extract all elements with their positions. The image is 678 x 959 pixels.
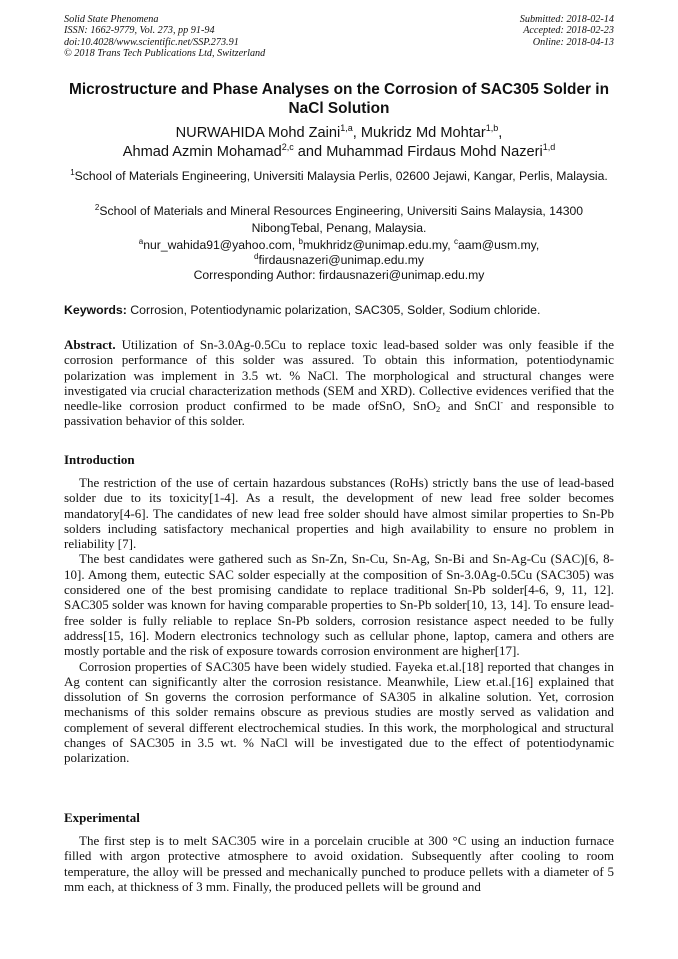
submitted-date: Submitted: 2018-02-14	[519, 14, 614, 25]
corresponding-author: Corresponding Author: firdausnazeri@unimap.edu.my	[193, 268, 485, 282]
journal-info	[64, 14, 265, 60]
keywords-label: Keywords:	[64, 303, 127, 317]
affiliation-sup: 2	[94, 203, 100, 212]
email-line-2	[60, 253, 618, 268]
affiliation-2	[60, 203, 618, 236]
author-affil-sup: 1,b	[485, 123, 499, 133]
abstract-text: and responsible to passivation behavior of this solder.	[64, 398, 615, 429]
author-separator: and	[293, 144, 327, 160]
abstract	[64, 337, 614, 429]
author-line-2	[60, 143, 618, 162]
abstract-subscript: 2	[435, 404, 441, 415]
paragraph: The best candidates were gathered such as Sn-Zn, Sn-Cu, Sn-Ag, Sn-Bi and Sn-Ag-Cu (SAC)[6, 8-10]. Among them, eutectic SAC solder especially at the composition of Sn-3.0Ag-0.5Cu (SAC305) was considered one of the best promising candidate to replace traditional Sn-Pb solder[4-6, 9, 11, 12]. SAC305 solder was known for having comparable properties to Sn-Pb solder[10, 13, 14]. To ensure lead-free solder is fully reliable to replace Sn-Pb solders, corrosion resistance aspect needed to be fully address[15, 16]. Modern electronics technology such as cellular phone, laptop, camera and others are mostly portable and the risk of exposure towards corrosion environment are higher[17].	[64, 551, 614, 659]
author-name: Muhammad Firdaus Mohd Nazeri	[326, 144, 543, 160]
affiliation-1	[60, 168, 618, 185]
author-affil-sup: 1,a	[340, 123, 353, 133]
abstract-text: and SnCl	[440, 398, 501, 414]
abstract-label: Abstract.	[64, 337, 116, 352]
email-sup: a	[138, 237, 144, 246]
introduction-heading: Introduction	[64, 452, 135, 467]
email-sup: b	[298, 237, 303, 246]
copyright-line: © 2018 Trans Tech Publications Ltd, Switzerland	[64, 48, 266, 60]
author-affil-sup: 1,d	[542, 142, 556, 152]
author-name: NURWAHIDA Mohd Zaini	[175, 125, 341, 141]
email-sup: c	[454, 237, 459, 246]
affiliation-text: School of Materials and Mineral Resources Engineering, Universiti Sains Malaysia, 14300 NibongTebal, Penang, Malaysia.	[99, 204, 584, 235]
affiliation-sup: 1	[70, 168, 75, 177]
email-link: nur_wahida91@yahoo.com	[143, 238, 292, 252]
issn-line: ISSN: 1662-9779, Vol. 273, pp 91-94	[64, 25, 215, 37]
online-date: Online: 2018-04-13	[532, 36, 614, 48]
paper-title: Microstructure and Phase Analyses on the Corrosion of SAC305 Solder in NaCl Solution	[69, 81, 609, 117]
affiliation-text: School of Materials Engineering, Universiti Malaysia Perlis, 02600 Jejawi, Kangar, Perlis, Malaysia.	[74, 169, 608, 183]
experimental-body	[64, 833, 614, 894]
email-link: aam@usm.my	[458, 238, 536, 252]
submission-dates	[520, 14, 614, 48]
paragraph: The first step is to melt SAC305 wire in a porcelain crucible at 300 °C using an induction furnace filled with argon protective atmosphere to avoid oxidation. Subsequently after cooling to room temperature, the alloy will be pressed and mechanically punched to produce pellets with a diameter of 5 mm each, at thickness of 3 mm. Finally, the produced pellets will be ground and	[64, 833, 614, 894]
author-name: Mukridz Md Mohtar	[360, 125, 486, 141]
email-sup: d	[254, 252, 259, 261]
email-link: mukhridz@unimap.edu.my	[303, 238, 448, 252]
author-list	[60, 124, 618, 162]
experimental-heading: Experimental	[64, 810, 140, 825]
email-line-1: $^a$nur_wahida91@yahoo.com, $^b$mukhridz@unimap.edu.my, $^c$aam@usm.my,	[138, 237, 540, 252]
journal-name: Solid State Phenomena	[64, 14, 159, 25]
paragraph: The restriction of the use of certain hazardous substances (RoHs) strictly bans the use of lead-based solder due to its toxicity[1-4]. As a result, the development of new lead free solder becomes mandatory[4-6]. The candidates of new lead free solder should have almost similar properties to Sn-Pb solders including satisfactory mechanical properties and high availability to ensure no problem in reliability [7].	[64, 475, 614, 552]
author-name: Ahmad Azmin Mohamad	[122, 144, 282, 160]
abstract-text: Utilization of Sn-3.0Ag-0.5Cu to replace toxic lead-based solder was only feasible if the corrosion performance of this solder was assured. To obtain this information, potentiodynamic polarization was implement in 3.5 wt. % NaCl. The morphological and structural changes were investigated via crucial characterization methods (SEM and XRD). Collective evidences verified that the needle-like corrosion product confirmed to be made ofSnO, SnO	[64, 337, 614, 414]
keywords	[64, 302, 614, 318]
email-block	[60, 238, 618, 283]
introduction-body	[64, 475, 614, 766]
abstract-superscript: -	[500, 398, 503, 408]
email-link: firdausnazeri@unimap.edu.my	[258, 253, 424, 267]
paragraph: Corrosion properties of SAC305 have been widely studied. Fayeka et.al.[18] reported that changes in Ag content can significantly alter the corrosion resistance. Meanwhile, Liew et.al.[16] explained that dissolution of Sn governs the corrosion performance of SA305 in alkaline solution. Yet, corrosion mechanisms of this solder remains obscure as previous studies are mostly served as validation and complement of several different electrochemical studies. In this work, the morphological and structural changes of SAC305 in 3.5 wt. % NaCl will be investigated due to the effect of potentiodynamic polarization.	[64, 658, 614, 766]
author-separator: ,	[352, 125, 361, 141]
doi-line: doi:10.4028/www.scientific.net/SSP.273.91	[64, 36, 239, 48]
accepted-date: Accepted: 2018-02-23	[523, 25, 614, 37]
author-affil-sup: 2,c	[281, 142, 294, 152]
author-line-1	[60, 124, 618, 143]
author-separator: ,	[498, 125, 503, 141]
keywords-text: Corrosion, Potentiodynamic polarization, SAC305, Solder, Sodium chloride.	[126, 303, 541, 317]
